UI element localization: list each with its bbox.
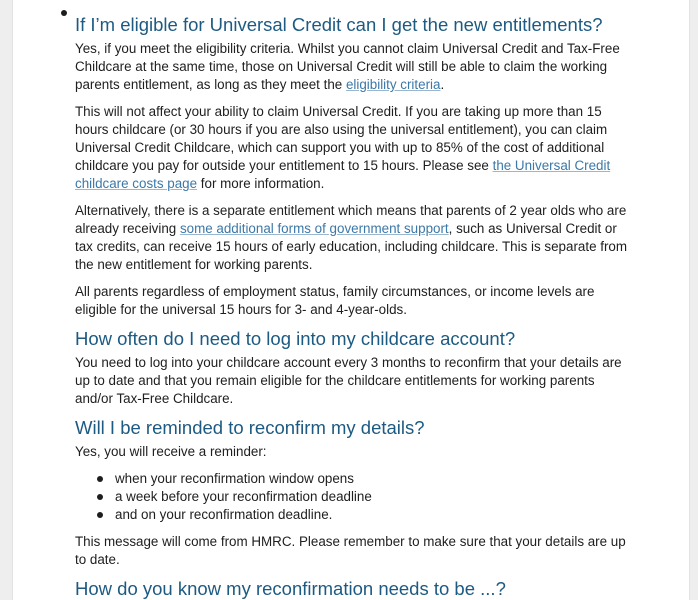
paragraph-text: .	[440, 77, 445, 92]
heading-log-in-frequency: How often do I need to log into my childcare account?	[75, 328, 516, 349]
paragraph: Yes, you will receive a reminder:	[75, 444, 267, 459]
list-bullet	[61, 10, 67, 16]
paragraph-text: This will not affect your ability to claim Universal Credit. If you are taking up more than 15 hours childcare (or 30 hours if you are also using the universal entitlement), you can claim Universal Credit Childcare, which can support you with up to 85% of the cost of additional childcare you pay for outside your entitlement to 15 hours. Please see	[75, 104, 608, 173]
document-page	[12, 0, 690, 600]
heading-cut-off: How do you know my reconfirmation needs to be ...?	[75, 578, 506, 599]
paragraph-text: Yes, if you meet the eligibility criteria. Whilst you cannot claim Universal Credit and Tax-Free Childcare at the same time, those on Universal Credit will still be able to claim the working parents entitlement, as long as they meet the	[75, 41, 620, 92]
paragraph: You need to log into your childcare account every 3 months to reconfirm that your details are up to date and that you remain eligible for the childcare entitlements for working parents and/or Tax-Free Childcare.	[75, 355, 622, 406]
paragraph	[75, 103, 635, 193]
paragraph-text: for more information.	[197, 176, 325, 191]
eligibility-criteria-link[interactable]: eligibility criteria	[345, 77, 441, 92]
list-item: when your reconfirmation window opens	[115, 470, 635, 488]
paragraph	[75, 202, 635, 274]
paragraph: This message will come from HMRC. Please remember to make sure that your details are up to date.	[75, 534, 626, 567]
heading-reminders: Will I be reminded to reconfirm my details?	[75, 417, 425, 438]
paragraph: All parents regardless of employment status, family circumstances, or income levels are eligible for the universal 15 hours for 3- and 4-year-olds.	[75, 284, 595, 317]
paragraph-text: , such as Universal Credit or tax credits, can receive 15 hours of early education, including childcare. This is separate from the new entitlement for working parents.	[75, 221, 628, 272]
faq-content	[75, 14, 635, 600]
government-support-link[interactable]: some additional forms of government support	[179, 221, 449, 236]
reminder-list	[75, 470, 635, 524]
list-item: and on your reconfirmation deadline.	[115, 506, 635, 524]
list-item: a week before your reconfirmation deadline	[115, 488, 635, 506]
childcare-costs-link[interactable]: the Universal Credit childcare costs page	[75, 158, 611, 191]
heading-universal-credit: If I’m eligible for Universal Credit can I get the new entitlements?	[75, 14, 603, 35]
paragraph-text: Alternatively, there is a separate entitlement which means that parents of 2 year olds who are already receiving	[75, 203, 627, 236]
paragraph	[75, 40, 635, 94]
